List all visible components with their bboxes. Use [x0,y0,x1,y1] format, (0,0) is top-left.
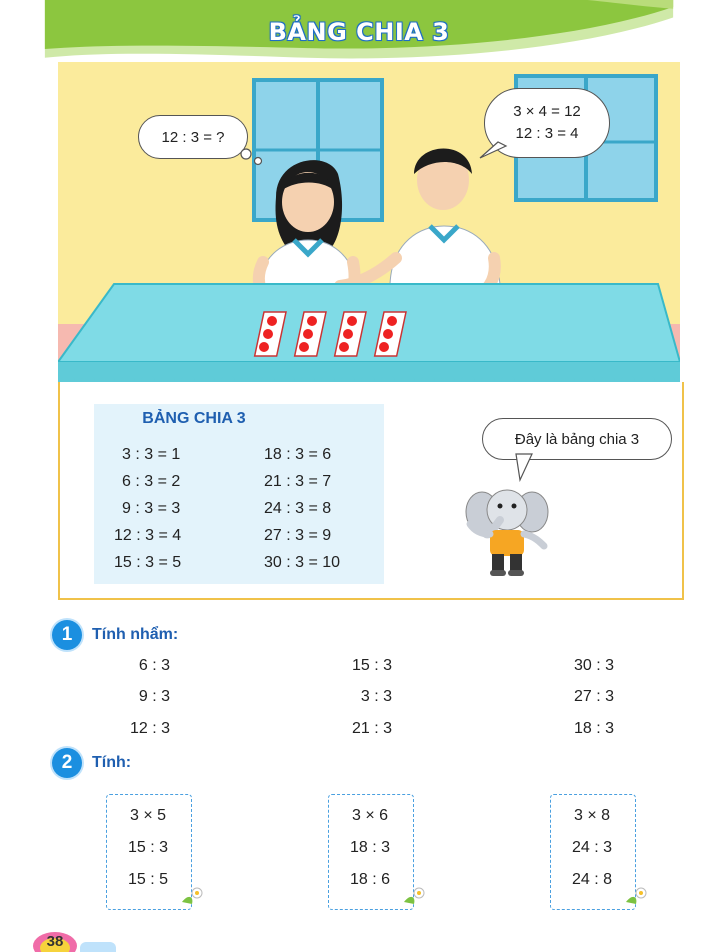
exercise2-item: 3 × 6 [351,807,389,824]
table-right-row: 21 : 3 = 7 [264,473,332,490]
exercise2-item: 15 : 3 [127,839,169,856]
exercise-number-badge: 2 [52,748,82,778]
table-left-row: 12 : 3 = 4 [114,527,182,544]
exercise1-item: 18 : 3 [573,720,614,737]
table-right-row: 24 : 3 = 8 [264,500,332,517]
exercise-number-badge: 1 [52,620,82,650]
flower-icon [402,884,428,906]
exercise2-item: 15 : 5 [127,871,169,888]
table-left-row: 3 : 3 = 1 [122,446,181,463]
thought-dots [238,148,268,168]
exercise1-item: 6 : 3 [138,657,170,674]
elephant-speech-bubble: Đây là bảng chia 3 [482,418,672,460]
exercise1-item: 27 : 3 [573,688,614,705]
table-right-row: 30 : 3 = 10 [264,554,341,571]
division-table-title: BẢNG CHIA 3 [142,410,246,427]
elephant-mascot [462,482,552,578]
girl-speech-bubble: 12 : 3 = ? [138,115,248,159]
exercise1-item: 12 : 3 [129,720,170,737]
exercise1-item: 21 : 3 [351,720,392,737]
bubble-tail [512,452,536,482]
page-title: BẢNG CHIA 3 [268,18,450,46]
exercise-label: Tính nhẩm: [92,626,179,643]
exercise-label: Tính: [92,754,132,771]
exercise2-item: 18 : 6 [349,871,391,888]
exercise1-item: 9 : 3 [138,688,170,705]
table-left-row: 15 : 3 = 5 [114,554,182,571]
table-right-row: 18 : 3 = 6 [264,446,332,463]
exercise2-item: 24 : 8 [571,871,613,888]
flower-icon [624,884,650,906]
bubble-tail [478,140,508,160]
flower-icon [180,884,206,906]
page-number: 38 [46,933,64,950]
table-left-row: 9 : 3 = 3 [122,500,181,517]
table-left-row: 6 : 3 = 2 [122,473,181,490]
footer-bar [80,942,116,952]
exercise2-item: 3 × 8 [573,807,611,824]
exercise2-item: 18 : 3 [349,839,391,856]
boy-speech-bubble: 3 × 4 = 12 12 : 3 = 4 [484,88,610,158]
exercise2-item: 24 : 3 [571,839,613,856]
exercise1-item: 30 : 3 [573,657,614,674]
table-right-row: 27 : 3 = 9 [264,527,332,544]
exercise2-item: 3 × 5 [129,807,167,824]
exercise1-item: 15 : 3 [351,657,392,674]
exercise1-item: 3 : 3 [360,688,392,705]
